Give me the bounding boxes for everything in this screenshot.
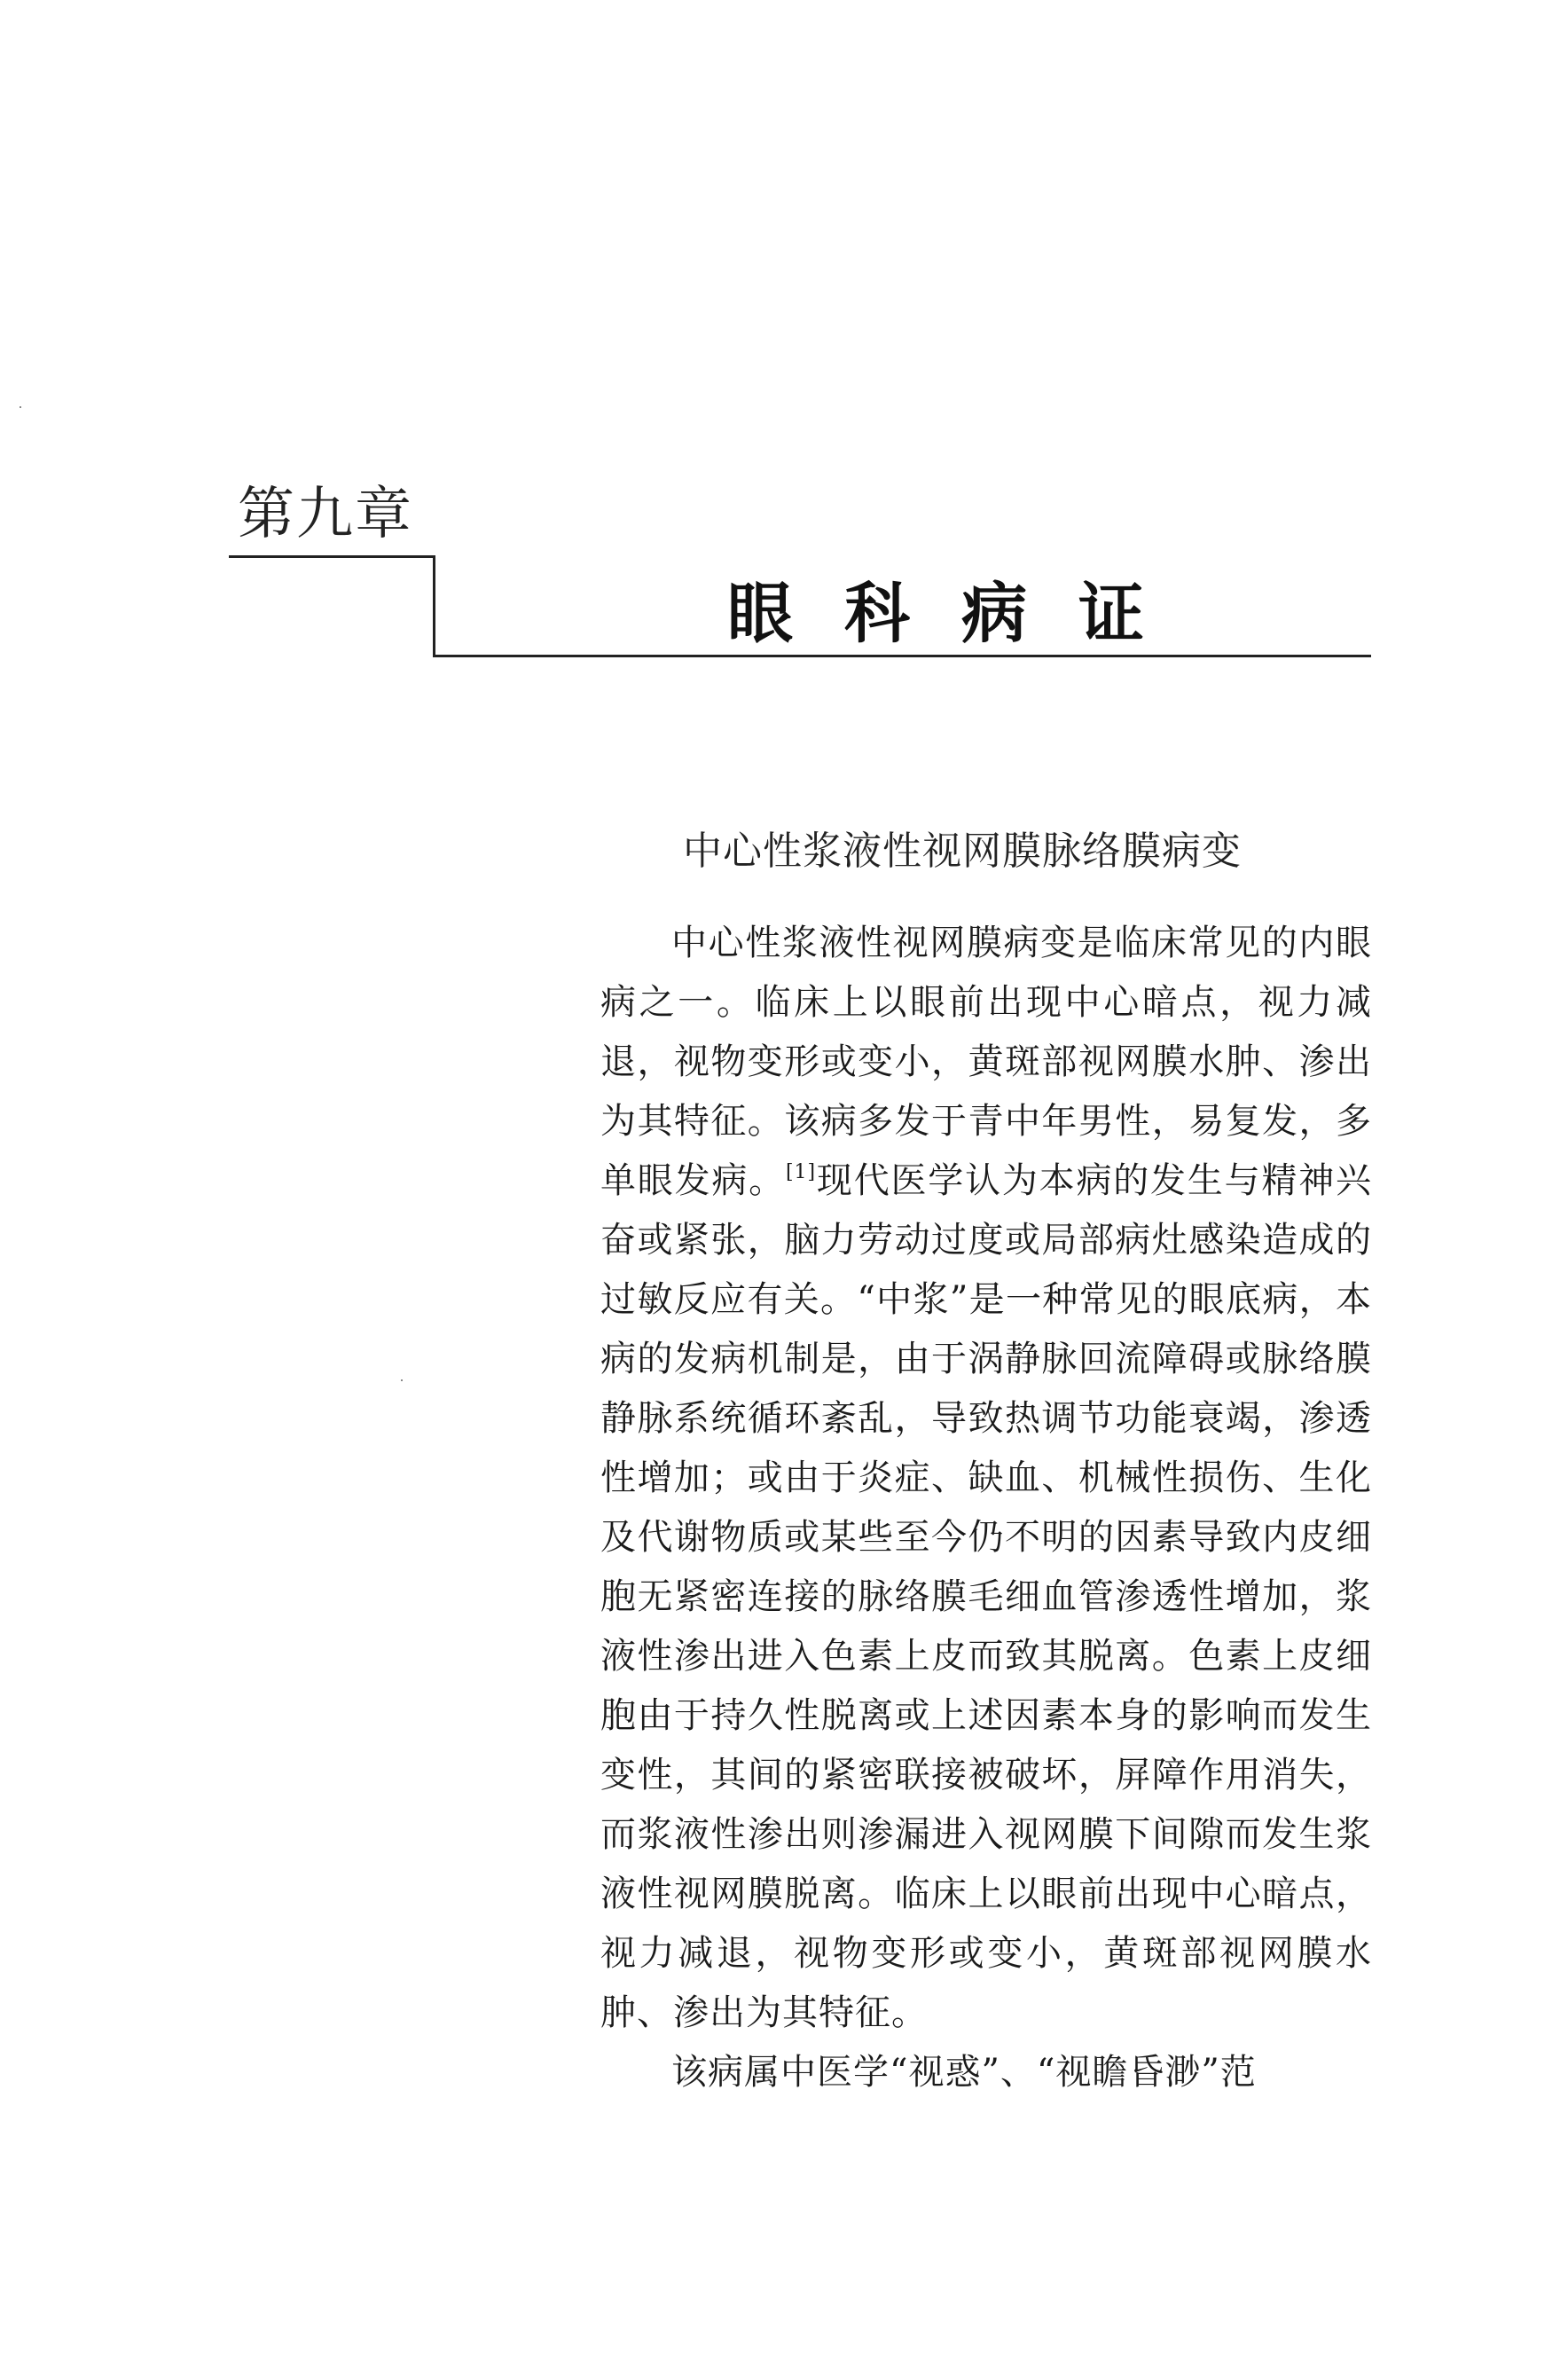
- body-text: [600, 914, 1372, 2102]
- header-rule-long: [433, 655, 1371, 657]
- paragraph-2: 该病属中医学“视惑”、“视瞻昏渺”范: [671, 2052, 1257, 2093]
- header-rule-vertical: [433, 555, 435, 657]
- scan-speck: [20, 406, 21, 408]
- paragraph-1-part-a: 中心性浆液性视网膜病变是临床常见的内眼病之一。临床上以眼前出现中心暗点，视力减退，视物变形或变小，黄斑部视网膜水肿、渗出为其特征。该病多发于青中年男性，易复发，多单眼发病。: [600, 923, 1372, 1201]
- scan-speck: [401, 1379, 403, 1381]
- header-rule-short: [229, 555, 435, 558]
- paragraph-1: [600, 914, 1372, 2043]
- chapter-number: 第九章: [238, 482, 413, 547]
- section-title: 中心性浆液性视网膜脉络膜病变: [683, 829, 1242, 874]
- chapter-title: 眼科病证: [727, 576, 1196, 652]
- paragraph-1-part-b: 现代医学认为本病的发生与精神兴奋或紧张，脑力劳动过度或局部病灶感染造成的过敏反应有关。“中浆”是一种常见的眼底病，本病的发病机制是，由于涡静脉回流障碍或脉络膜静脉系统循环紊乱，导致热调节功能衰竭，渗透性增加；或由于炎症、缺血、机械性损伤、生化及代谢物质或某些至今仍不明的因素导致内皮细胞无紧密连接的脉络膜毛细血管渗透性增加，浆液性渗出进入色素上皮而致其脱离。色素上皮细胞由于持久性脱离或上述因素本身的影响而发生变性，其间的紧密联接被破坏，屏障作用消失，而浆液性渗出则渗漏进入视网膜下间隙而发生浆液性视网膜脱离。临床上以眼前出现中心暗点，视力减退，视物变形或变小，黄斑部视网膜水肿、渗出为其特征。: [600, 1160, 1373, 2033]
- reference-marker: [1]: [785, 1161, 817, 1183]
